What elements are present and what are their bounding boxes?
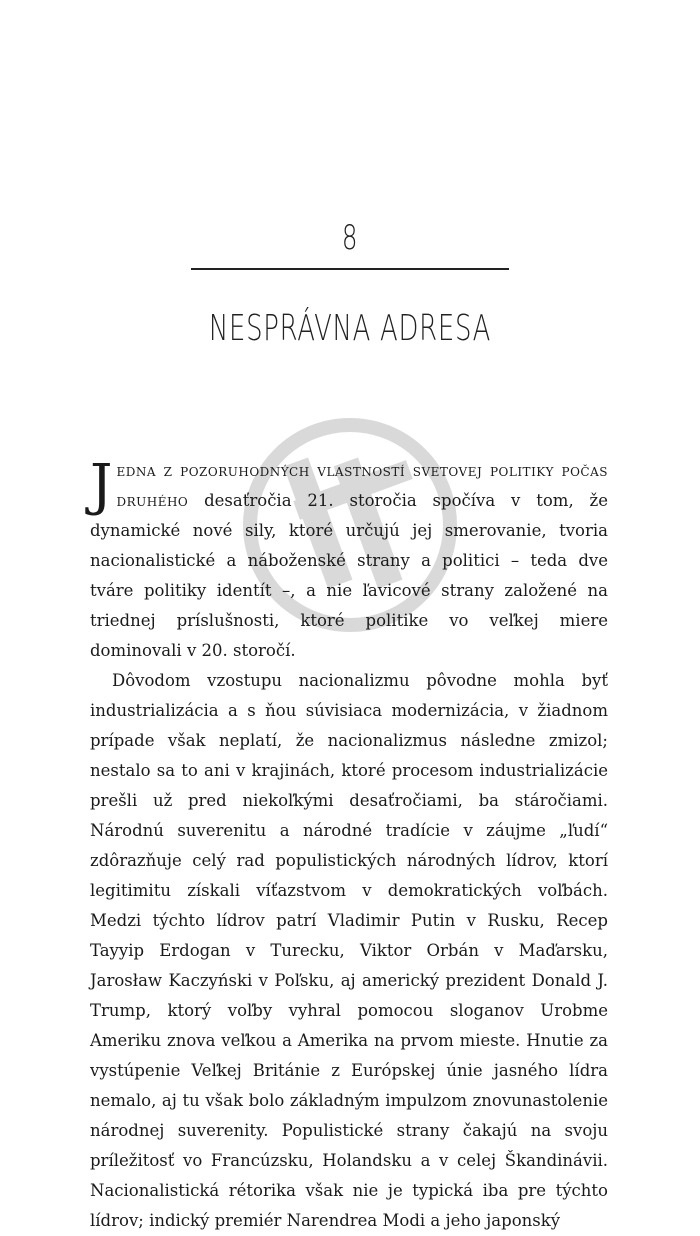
chapter-number: 8 xyxy=(341,218,359,258)
drop-cap: J xyxy=(90,453,113,518)
paragraph-2: Dôvodom vzostupu nacionalizmu pôvodne mohla byť industrializácia a s ňou súvisiaca modernizácia, v žiadnom prípade však neplatí, že nacionalizmus následne zmizol; nestalo sa to ani v krajinách, ktoré procesom industrializácie prešli už pred niekoľkými desaťročiami, ba stáročiami. Národnú suverenitu a národné tradície v záujme „ľudí“ zdôrazňuje celý rad populistických národných lídrov, ktorí legitimitu získali víťazstvom v demokratických voľbách. Medzi týchto lídrov patrí Vladimir Putin v Rusku, Recep Tayyip Erdogan v Turecku, Viktor Orbán v Maďarsku, Jarosław Kaczyński v Poľsku, aj americký prezident Donald J. Trump, ktorý voľby vyhral pomocou sloganov Urobme Ameriku znova veľkou a Amerika na prvom mieste. Hnutie za vystúpenie Veľkej Británie z Európskej únie jasného lídra nemalo, aj tu však bolo základným impulzom znovunastolenie národnej suverenity. Populistické strany čakajú na svoju príležitosť vo Francúzsku, Holandsku a v celej Škandinávii. Nacionalistická rétorika však nie je typická iba pre týchto lídrov; indický premiér Narendrea Modi a jeho japonský xyxy=(90,671,608,1230)
chapter-title: NESPRÁVNA ADRESA xyxy=(208,308,492,349)
chapter-body xyxy=(90,453,608,1236)
chapter-divider xyxy=(191,268,509,270)
paragraph-1 xyxy=(90,453,608,666)
opening-small-caps: edna z pozoruhodných vlastností svetovej politiky počas druhého xyxy=(116,461,608,510)
paragraph-1-text: desaťročia 21. storočia spočíva v tom, že dynamické nové sily, ktoré určujú jej smerovanie, tvoria nacionalistické a náboženské strany a politici – teda dve tváre politiky identít –, a nie ľavicové strany založené na triednej príslušnosti, ktoré politike vo veľkej miere dominovali v 20. storočí. xyxy=(90,491,608,660)
